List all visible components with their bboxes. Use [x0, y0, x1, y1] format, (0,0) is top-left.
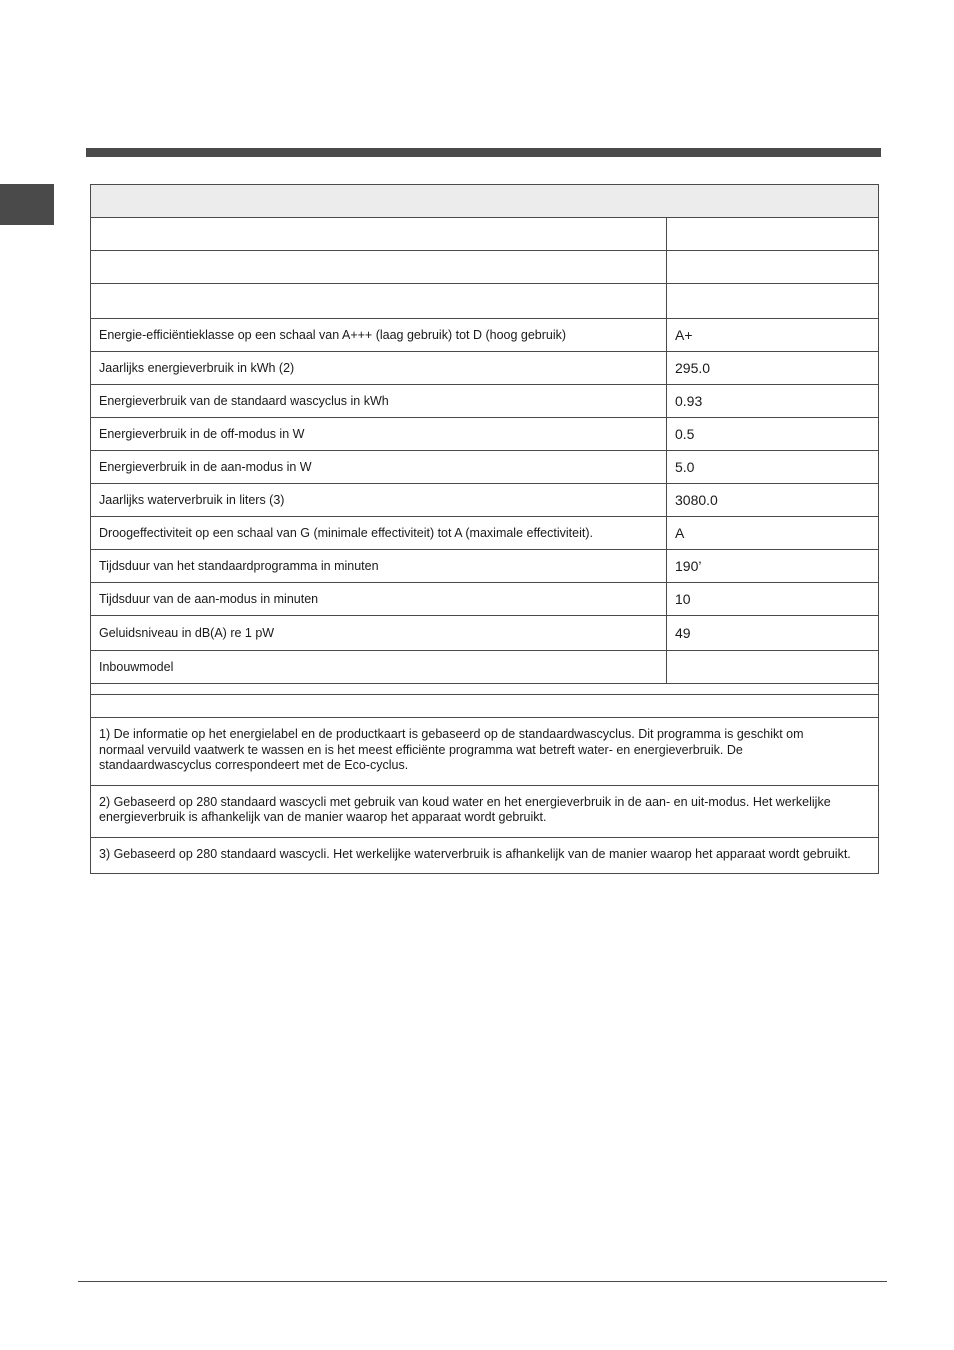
row-label — [91, 284, 667, 319]
table-row — [91, 284, 879, 319]
table-row — [91, 550, 879, 583]
row-value — [667, 284, 879, 319]
table-blank-row — [91, 695, 879, 718]
annual-energy-label: Jaarlijks energieverbruik in kWh (2) — [91, 352, 667, 385]
built-in-value — [667, 651, 879, 684]
energy-class-value: A+ — [667, 319, 879, 352]
drying-class-label: Droogeffectiviteit op een schaal van G (minimale effectiviteit) tot A (maximale effectiviteit). — [91, 517, 667, 550]
footnote-row — [91, 785, 879, 837]
footnote-row — [91, 837, 879, 874]
table-row — [91, 218, 879, 251]
footnote-3: 3) Gebaseerd op 280 standaard wascycli. Het werkelijke waterverbruik is afhankelijk van de manier waarop het apparaat wordt gebruikt. — [99, 846, 851, 861]
footnote-2: 2) Gebaseerd op 280 standaard wascycli met gebruik van koud water en het energieverbruik in de aan- en uit-modus. Het werkelijke energieverbruik is afhankelijk van de manier waarop het apparaat wordt gebruikt. — [99, 794, 831, 824]
annual-energy-value: 295.0 — [667, 352, 879, 385]
language-side-tab — [0, 184, 54, 225]
table-row — [91, 418, 879, 451]
annual-water-label: Jaarlijks waterverbruik in liters (3) — [91, 484, 667, 517]
row-label — [91, 218, 667, 251]
program-duration-label: Tijdsduur van het standaardprogramma in minuten — [91, 550, 667, 583]
table-row — [91, 251, 879, 284]
on-mode-value: 5.0 — [667, 451, 879, 484]
product-fiche-table — [90, 184, 879, 874]
on-mode-duration-value: 10 — [667, 583, 879, 616]
table-row — [91, 651, 879, 684]
built-in-label: Inbouwmodel — [91, 651, 667, 684]
table-row — [91, 484, 879, 517]
annual-water-value: 3080.0 — [667, 484, 879, 517]
top-divider-bar — [86, 148, 881, 157]
drying-class-value: A — [667, 517, 879, 550]
table-row — [91, 352, 879, 385]
off-mode-value: 0.5 — [667, 418, 879, 451]
cycle-energy-value: 0.93 — [667, 385, 879, 418]
footnote-row — [91, 718, 879, 786]
off-mode-label: Energieverbruik in de off-modus in W — [91, 418, 667, 451]
table-row — [91, 319, 879, 352]
row-label — [91, 251, 667, 284]
table-row — [91, 517, 879, 550]
cycle-energy-label: Energieverbruik van de standaard wascyclus in kWh — [91, 385, 667, 418]
table-row — [91, 583, 879, 616]
bottom-rule — [78, 1281, 887, 1282]
on-mode-duration-label: Tijdsduur van de aan-modus in minuten — [91, 583, 667, 616]
table-row — [91, 385, 879, 418]
on-mode-label: Energieverbruik in de aan-modus in W — [91, 451, 667, 484]
table-header-cell — [91, 185, 879, 218]
row-value — [667, 251, 879, 284]
noise-level-value: 49 — [667, 616, 879, 651]
energy-class-label: Energie-efficiëntieklasse op een schaal van A+++ (laag gebruik) tot D (hoog gebruik) — [91, 319, 667, 352]
noise-level-label: Geluidsniveau in dB(A) re 1 pW — [91, 616, 667, 651]
table-spacer-row — [91, 684, 879, 695]
footnote-1: 1) De informatie op het energielabel en de productkaart is gebaseerd op de standaardwascyclus. Dit programma is geschikt om normaal vervuild vaatwerk te wassen en is het meest efficiënte programma wat betreft water- en energieverbruik. De standaardwascyclus correspondeert met de Eco-cyclus. — [99, 727, 804, 772]
row-value — [667, 218, 879, 251]
table-row — [91, 616, 879, 651]
table-row — [91, 451, 879, 484]
table-header-row — [91, 185, 879, 218]
program-duration-value: 190’ — [667, 550, 879, 583]
